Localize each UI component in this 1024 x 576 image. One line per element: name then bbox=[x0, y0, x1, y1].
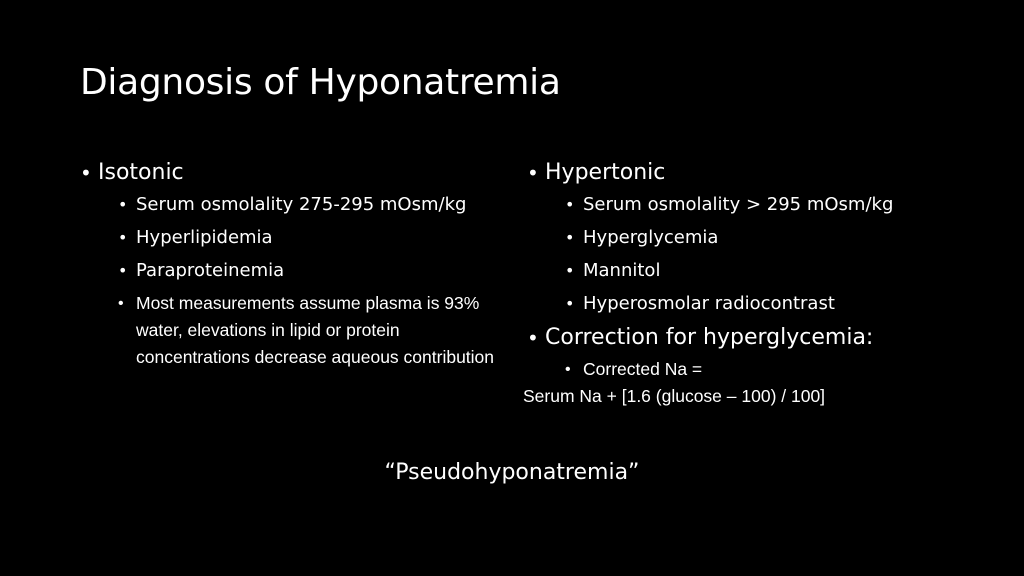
list-item: • Serum osmolality > 295 mOsm/kg bbox=[565, 191, 967, 218]
bullet-correction: • Correction for hyperglycemia: bbox=[527, 323, 967, 353]
bullet-hypertonic: • Hypertonic bbox=[527, 158, 967, 188]
slide-title: Diagnosis of Hyponatremia bbox=[80, 62, 561, 103]
right-column bbox=[523, 158, 967, 410]
correction-formula: Serum Na + [1.6 (glucose – 100) / 100] bbox=[523, 386, 826, 406]
list-item: • Most measurements assume plasma is 93% water, elevations in lipid or protein concentrations decrease aqueous contribution bbox=[118, 290, 500, 371]
list-item: • Hyperlipidemia bbox=[118, 224, 500, 251]
list-item: • Hyperosmolar radiocontrast bbox=[565, 290, 967, 317]
hypertonic-sublist bbox=[527, 191, 967, 317]
correction-item: • Corrected Na = bbox=[565, 356, 967, 383]
bullet-isotonic: • Isotonic bbox=[80, 158, 500, 188]
list-item: • Mannitol bbox=[565, 257, 967, 284]
list-item: • Paraproteinemia bbox=[118, 257, 500, 284]
caption: “Pseudohyponatremia” bbox=[384, 460, 640, 485]
left-column bbox=[80, 158, 500, 377]
list-item: • Serum osmolality 275-295 mOsm/kg bbox=[118, 191, 500, 218]
isotonic-sublist bbox=[80, 191, 500, 371]
list-item: • Hyperglycemia bbox=[565, 224, 967, 251]
